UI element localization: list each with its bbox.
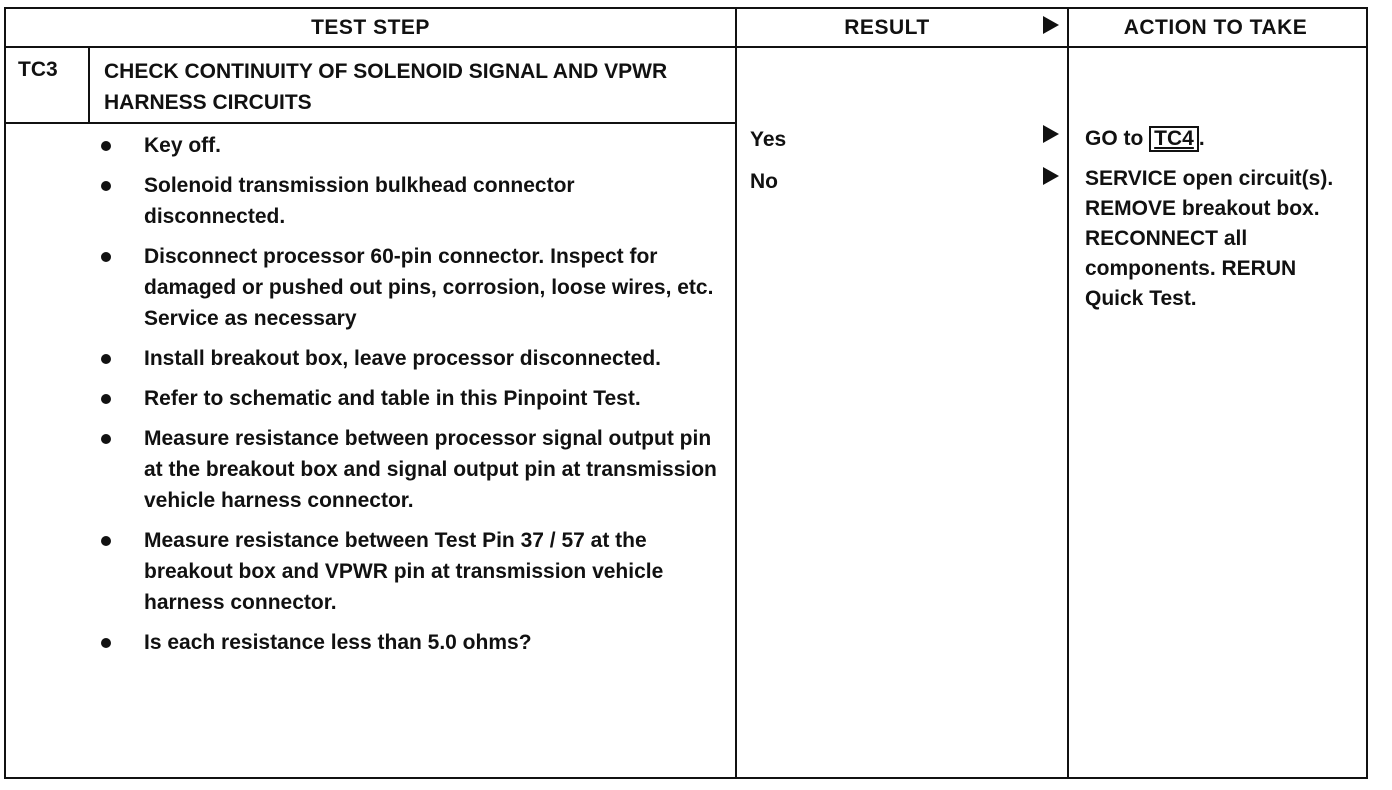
action-yes [1085, 124, 1355, 154]
step-title: CHECK CONTINUITY OF SOLENOID SIGNAL AND VPWR HARNESS CIRCUITS [104, 60, 668, 114]
bullet-icon [101, 354, 111, 364]
yes-arrow-icon [1043, 125, 1059, 143]
result-no: No [750, 170, 778, 193]
list-item: Key off. [100, 130, 720, 161]
action-yes-prefix: GO to [1085, 127, 1144, 150]
no-arrow-icon [1043, 167, 1059, 185]
action-no: SERVICE open circuit(s). REMOVE breakout box. RECONNECT all components. RERUN Quick Test. [1085, 167, 1334, 310]
bullet-icon [101, 181, 111, 191]
header-arrow-icon [1043, 16, 1059, 34]
bullet-icon [101, 394, 111, 404]
tc4-link[interactable]: TC4 [1149, 126, 1199, 152]
bullet-icon [101, 434, 111, 444]
header-action: ACTION TO TAKE [1123, 16, 1308, 39]
divider-action [1067, 7, 1069, 779]
list-item: Install breakout box, leave processor disconnected. [100, 343, 720, 374]
bullet-icon [101, 638, 111, 648]
list-item: Solenoid transmission bulkhead connector disconnected. [100, 170, 720, 232]
test-step-list [100, 130, 720, 667]
list-item: Refer to schematic and table in this Pinpoint Test. [100, 383, 720, 414]
header-divider [4, 46, 1368, 48]
list-item: Measure resistance between processor signal output pin at the breakout box and signal output pin at transmission vehicle harness connector. [100, 423, 720, 516]
result-yes: Yes [750, 128, 787, 151]
list-item: Disconnect processor 60-pin connector. Inspect for damaged or pushed out pins, corrosion, loose wires, etc. Service as necessary [100, 241, 720, 334]
divider-step-id [88, 48, 90, 124]
title-divider [4, 122, 737, 124]
header-result: RESULT [844, 16, 930, 39]
bullet-icon [101, 536, 111, 546]
header-test-step: TEST STEP [311, 16, 430, 39]
step-id: TC3 [18, 58, 58, 81]
list-item: Is each resistance less than 5.0 ohms? [100, 627, 720, 658]
action-yes-suffix: . [1198, 127, 1205, 150]
list-item: Measure resistance between Test Pin 37 / 57 at the breakout box and VPWR pin at transmission vehicle harness connector. [100, 525, 720, 618]
bullet-icon [101, 252, 111, 262]
bullet-icon [101, 141, 111, 151]
